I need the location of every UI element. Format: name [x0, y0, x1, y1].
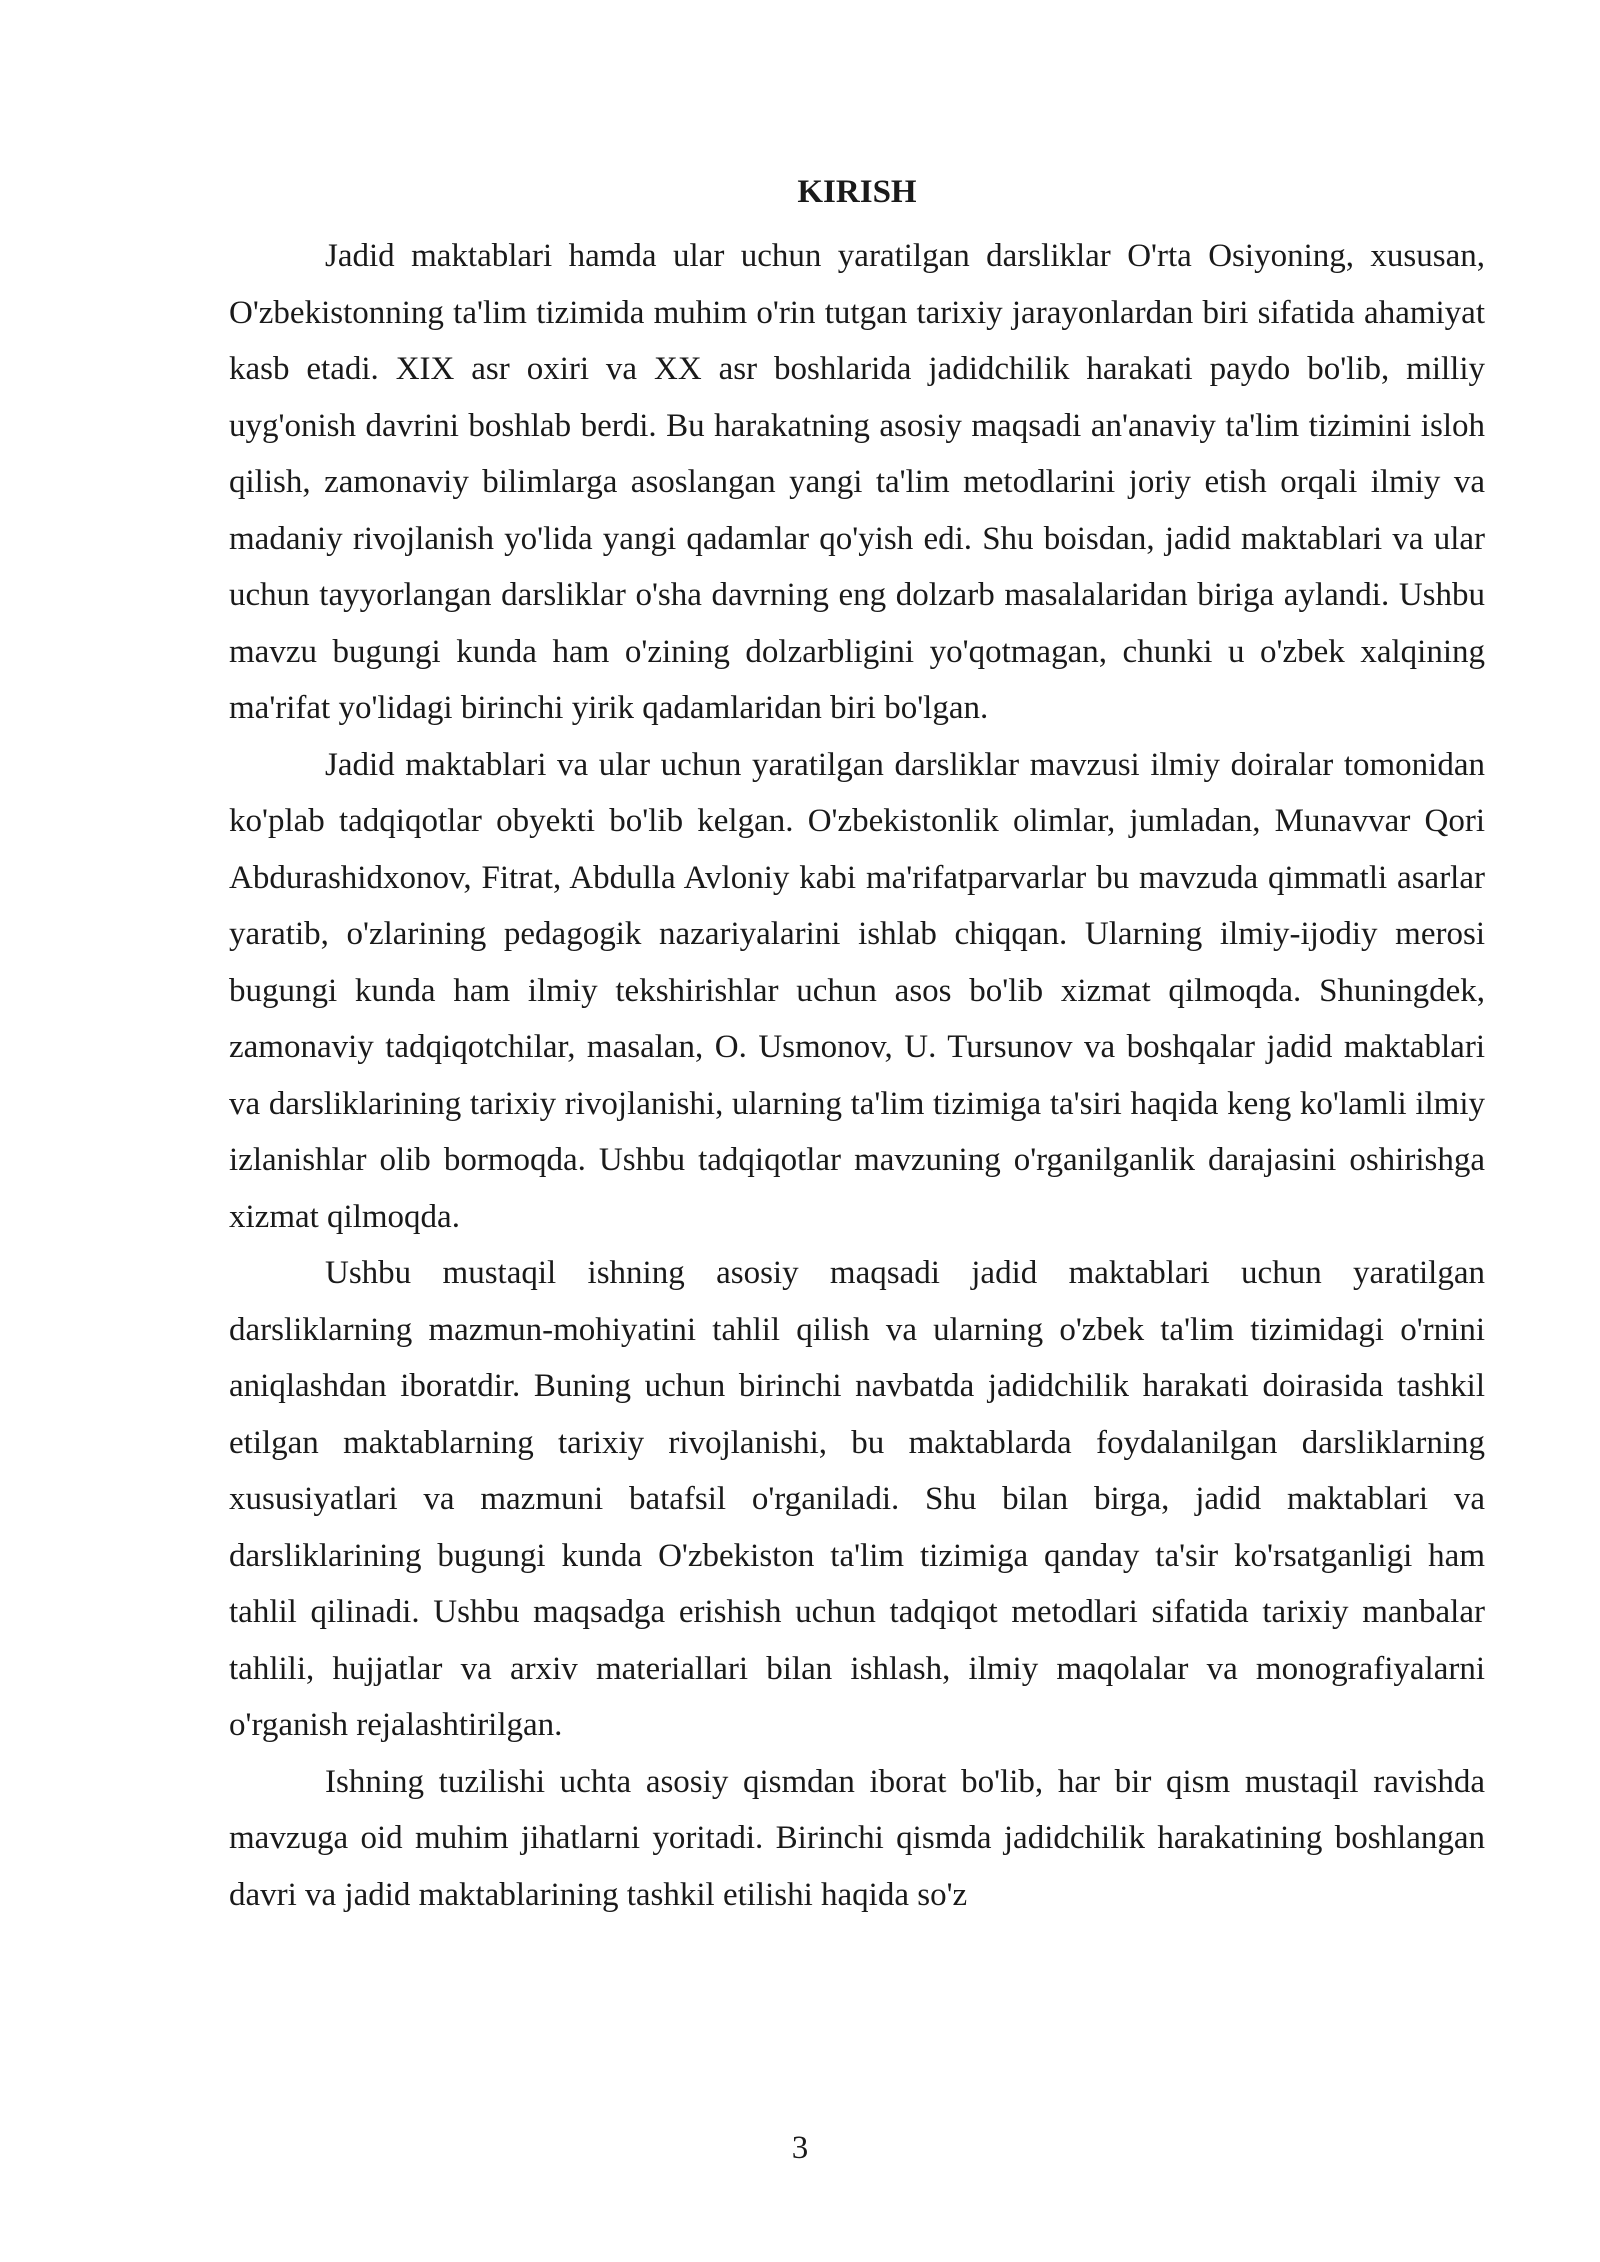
- paragraph-1: Jadid maktablari hamda ular uchun yaratilgan darsliklar O'rta Osiyoning, xususan, O'zbekistonning ta'lim tizimida muhim o'rin tutgan tarixiy jarayonlardan biri sifatida ahamiyat kasb etadi. XIX asr oxiri va XX asr boshlarida jadidchilik harakati paydo bo'lib, milliy uyg'onish davrini boshlab berdi. Bu harakatning asosiy maqsadi an'anaviy ta'lim tizimini isloh qilish, zamonaviy bilimlarga asoslangan yangi ta'lim metodlarini joriy etish orqali ilmiy va madaniy rivojlanish yo'lida yangi qadamlar qo'yish edi. Shu boisdan, jadid maktablari va ular uchun tayyorlangan darsliklar o'sha davrning eng dolzarb masalalaridan biriga aylandi. Ushbu mavzu bugungi kunda ham o'zining dolzarbligini yo'qotmagan, chunki u o'zbek xalqining ma'rifat yo'lidagi birinchi yirik qadamlaridan biri bo'lgan.: [229, 238, 1485, 726]
- page-title: KIRISH: [797, 174, 917, 210]
- paragraph-4: Ishning tuzilishi uchta asosiy qismdan iborat bo'lib, har bir qism mustaqil ravishda mavzuga oid muhim jihatlarni yoritadi. Birinchi qismda jadidchilik harakatining boshlangan davri va jadid maktablarining tashkil etilishi haqida so'z: [229, 1763, 1485, 1913]
- paragraph-2: Jadid maktablari va ular uchun yaratilgan darsliklar mavzusi ilmiy doiralar tomonidan ko'plab tadqiqotlar obyekti bo'lib kelgan. O'zbekistonlik olimlar, jumladan, Munavvar Qori Abdurashidxonov, Fitrat, Abdulla Avloniy kabi ma'rifatparvarlar bu mavzuda qimmatli asarlar yaratib, o'zlarining pedagogik nazariyalarini ishlab chiqqan. Ularning ilmiy-ijodiy merosi bugungi kunda ham ilmiy tekshirishlar uchun asos bo'lib xizmat qilmoqda. Shuningdek, zamonaviy tadqiqotchilar, masalan, O. Usmonov, U. Tursunov va boshqalar jadid maktablari va darsliklarining tarixiy rivojlanishi, ularning ta'lim tizimiga ta'siri haqida keng ko'lamli ilmiy izlanishlar olib bormoqda. Ushbu tadqiqotlar mavzuning o'rganilganlik darajasini oshirishga xizmat qilmoqda.: [229, 746, 1485, 1235]
- page-content: [229, 150, 1485, 1923]
- paragraph-3: Ushbu mustaqil ishning asosiy maqsadi jadid maktablari uchun yaratilgan darsliklarning mazmun-mohiyatini tahlil qilish va ularning o'zbek ta'lim tizimidagi o'rnini aniqlashdan iboratdir. Buning uchun birinchi navbatda jadidchilik harakati doirasida tashkil etilgan maktablarning tarixiy rivojlanishi, bu maktablarda foydalanilgan darsliklarning xususiyatlari va mazmuni batafsil o'rganiladi. Shu bilan birga, jadid maktablari va darsliklarining bugungi kunda O'zbekiston ta'lim tizimiga qanday ta'sir ko'rsatganligi ham tahlil qilinadi. Ushbu maqsadga erishish uchun tadqiqot metodlari sifatida tarixiy manbalar tahlili, hujjatlar va arxiv materiallari bilan ishlash, ilmiy maqolalar va monografiyalarni o'rganish rejalashtirilgan.: [229, 1255, 1485, 1743]
- page-number: 3: [791, 2130, 809, 2166]
